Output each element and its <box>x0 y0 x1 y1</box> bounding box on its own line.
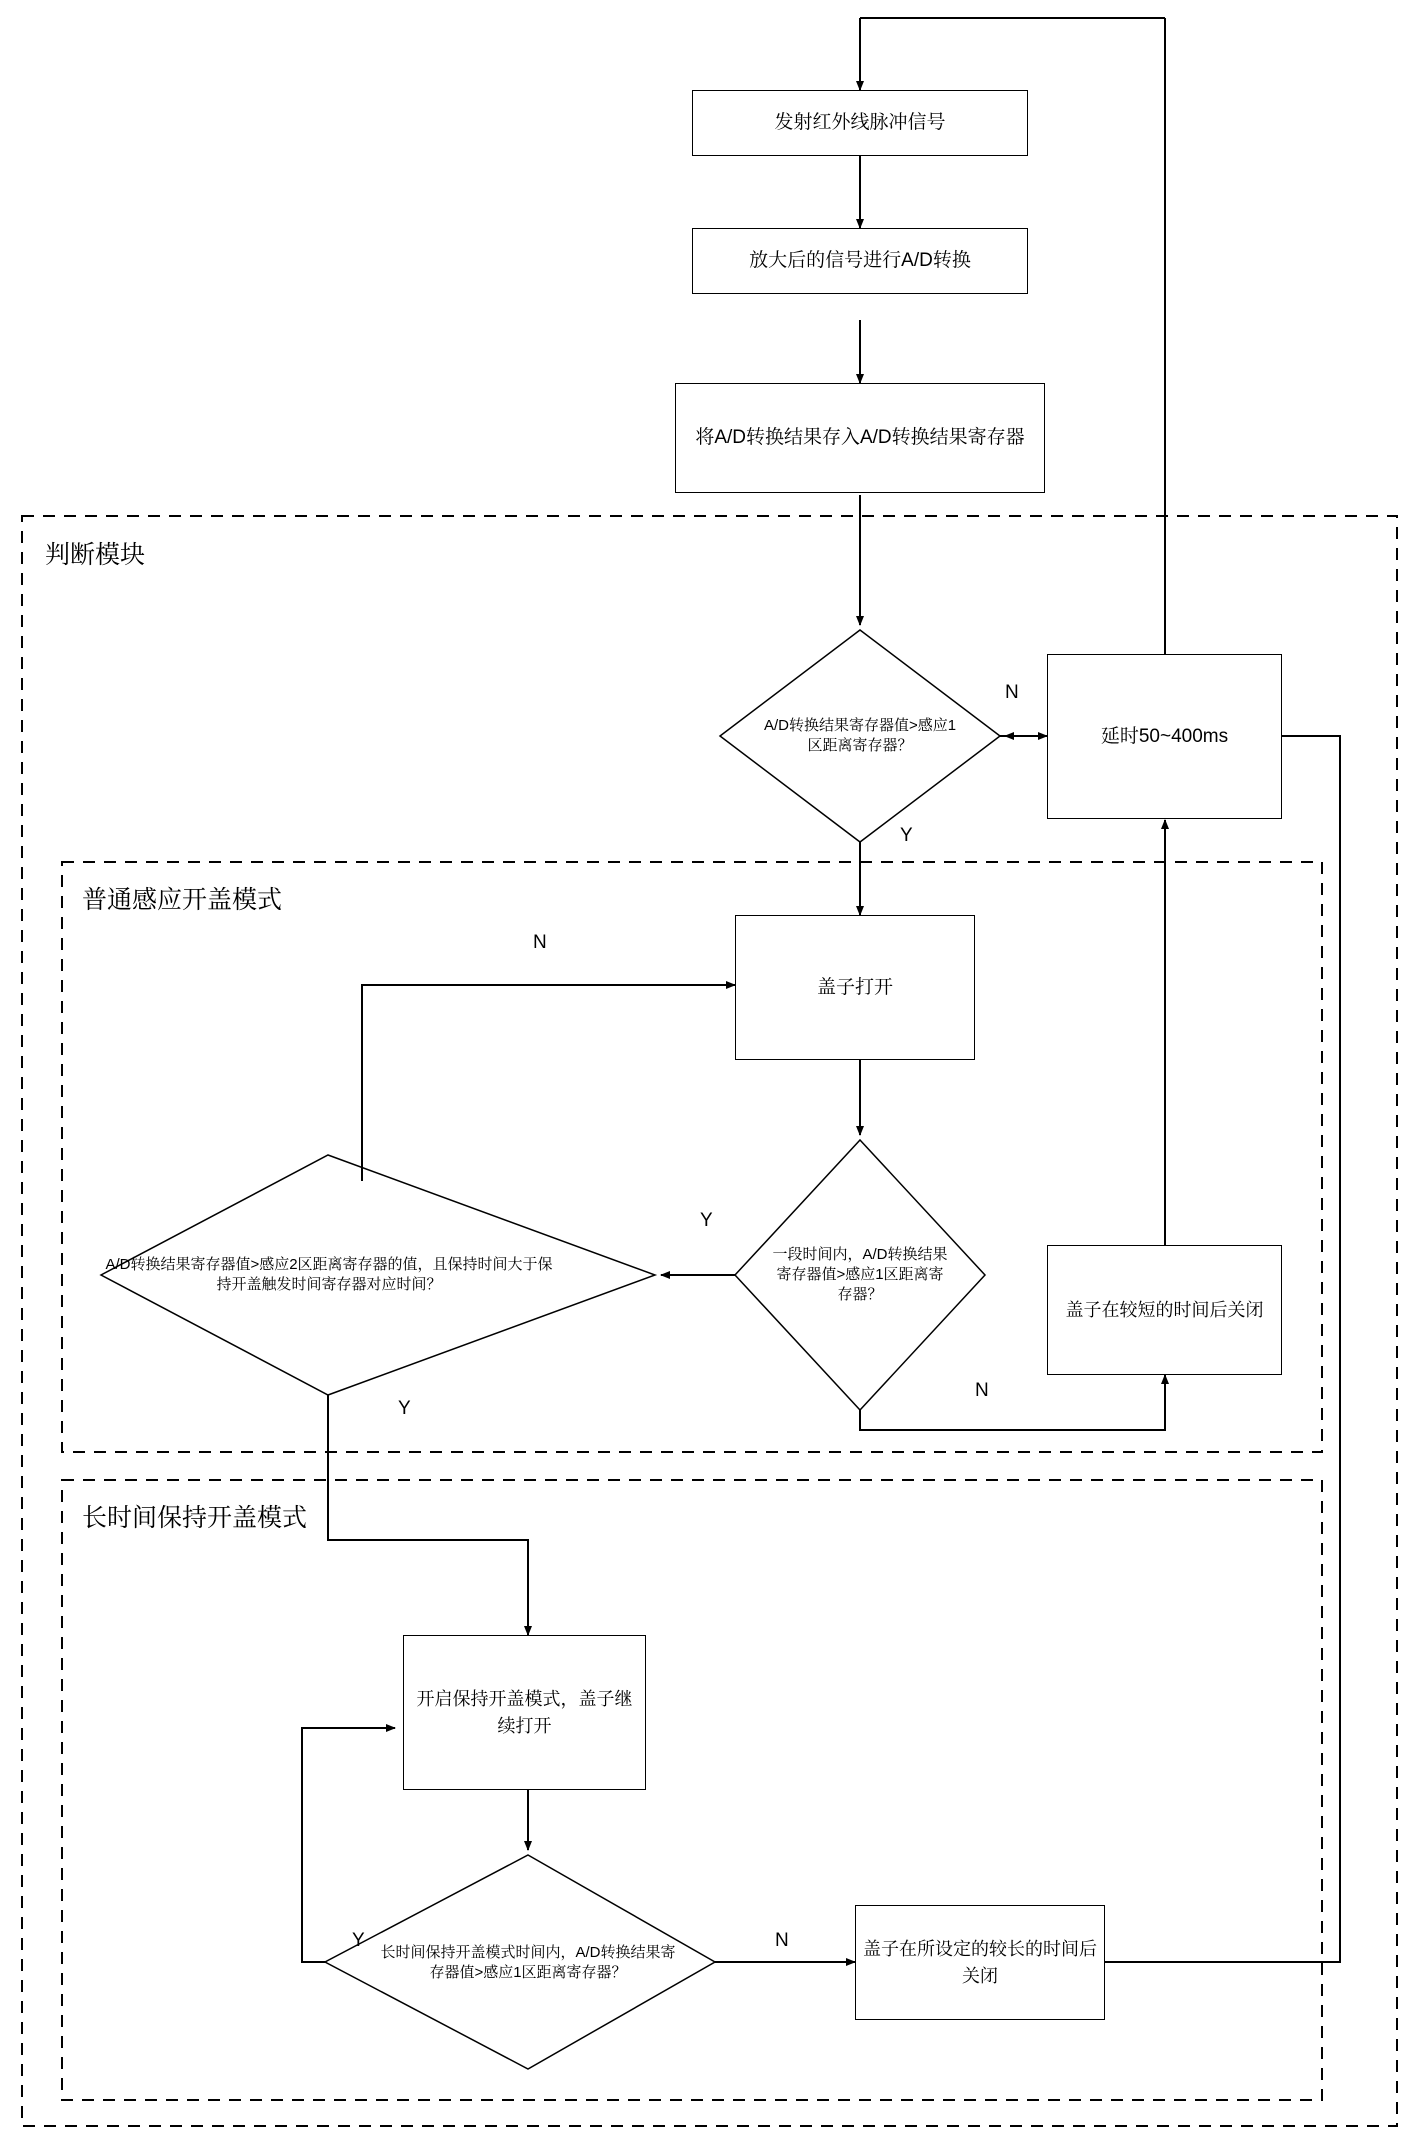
group-border-hold <box>62 1480 1322 2100</box>
node-cmp4-label: 长时间保持开盖模式时间内，A/D转换结果寄存器值>感应1区距离寄存器？ <box>380 1943 676 1981</box>
decision-shape-cmp4 <box>325 1855 715 2069</box>
node-delay <box>1047 654 1282 819</box>
edge-label-cmp2-y: Y <box>700 1210 713 1231</box>
group-title-judge: 判断模块 <box>45 541 146 569</box>
node-store-label: 将A/D转换结果存入A/D转换结果寄存器 <box>695 427 1025 449</box>
node-cmp1-label: A/D转换结果寄存器值>感应1区距离寄存器？ <box>763 716 957 754</box>
node-open-label: 盖子打开 <box>816 976 893 998</box>
edge-label-cmp4-n: N <box>775 1930 789 1951</box>
node-emit <box>692 90 1028 156</box>
group-title-normal: 普通感应开盖模式 <box>82 886 283 914</box>
node-close-short-label: 盖子在较短的时间后关闭 <box>1065 1299 1264 1320</box>
node-close-short <box>1047 1245 1282 1375</box>
node-close-long <box>855 1905 1105 2020</box>
edge-label-cmp2-n: N <box>975 1380 989 1401</box>
node-open <box>735 915 975 1060</box>
group-title-hold: 长时间保持开盖模式 <box>82 1504 308 1532</box>
node-cmp2-label: 一段时间内，A/D转换结果寄存器值>感应1区距离寄存器？ <box>772 1245 948 1304</box>
node-delay-label: 延时50~400ms <box>1100 725 1229 747</box>
node-hold-open-label: 开启保持开盖模式，盖子继续打开 <box>416 1689 633 1736</box>
node-emit-label: 发射红外线脉冲信号 <box>774 112 946 134</box>
node-hold-open <box>403 1635 646 1790</box>
node-store <box>675 383 1045 493</box>
edge-label-cmp3-n: N <box>533 932 547 953</box>
node-cmp3-label: A/D转换结果寄存器值>感应2区距离寄存器的值，且保持时间大于保持开盖触发时间寄存器对应时间？ <box>105 1255 553 1293</box>
edge-label-cmp4-y: Y <box>352 1930 365 1951</box>
node-adc <box>692 228 1028 294</box>
decision-shape-cmp3 <box>101 1155 655 1395</box>
edge-label-cmp1-n: N <box>1005 682 1019 703</box>
decision-shape-cmp2 <box>735 1140 985 1410</box>
node-adc-label: 放大后的信号进行A/D转换 <box>749 250 971 272</box>
edge-label-cmp1-y: Y <box>900 825 913 846</box>
node-close-long-label: 盖子在所设定的较长的时间后关闭 <box>863 1939 1097 1986</box>
edge-label-cmp3-y: Y <box>398 1398 411 1419</box>
decision-shape-cmp1 <box>720 630 1000 842</box>
